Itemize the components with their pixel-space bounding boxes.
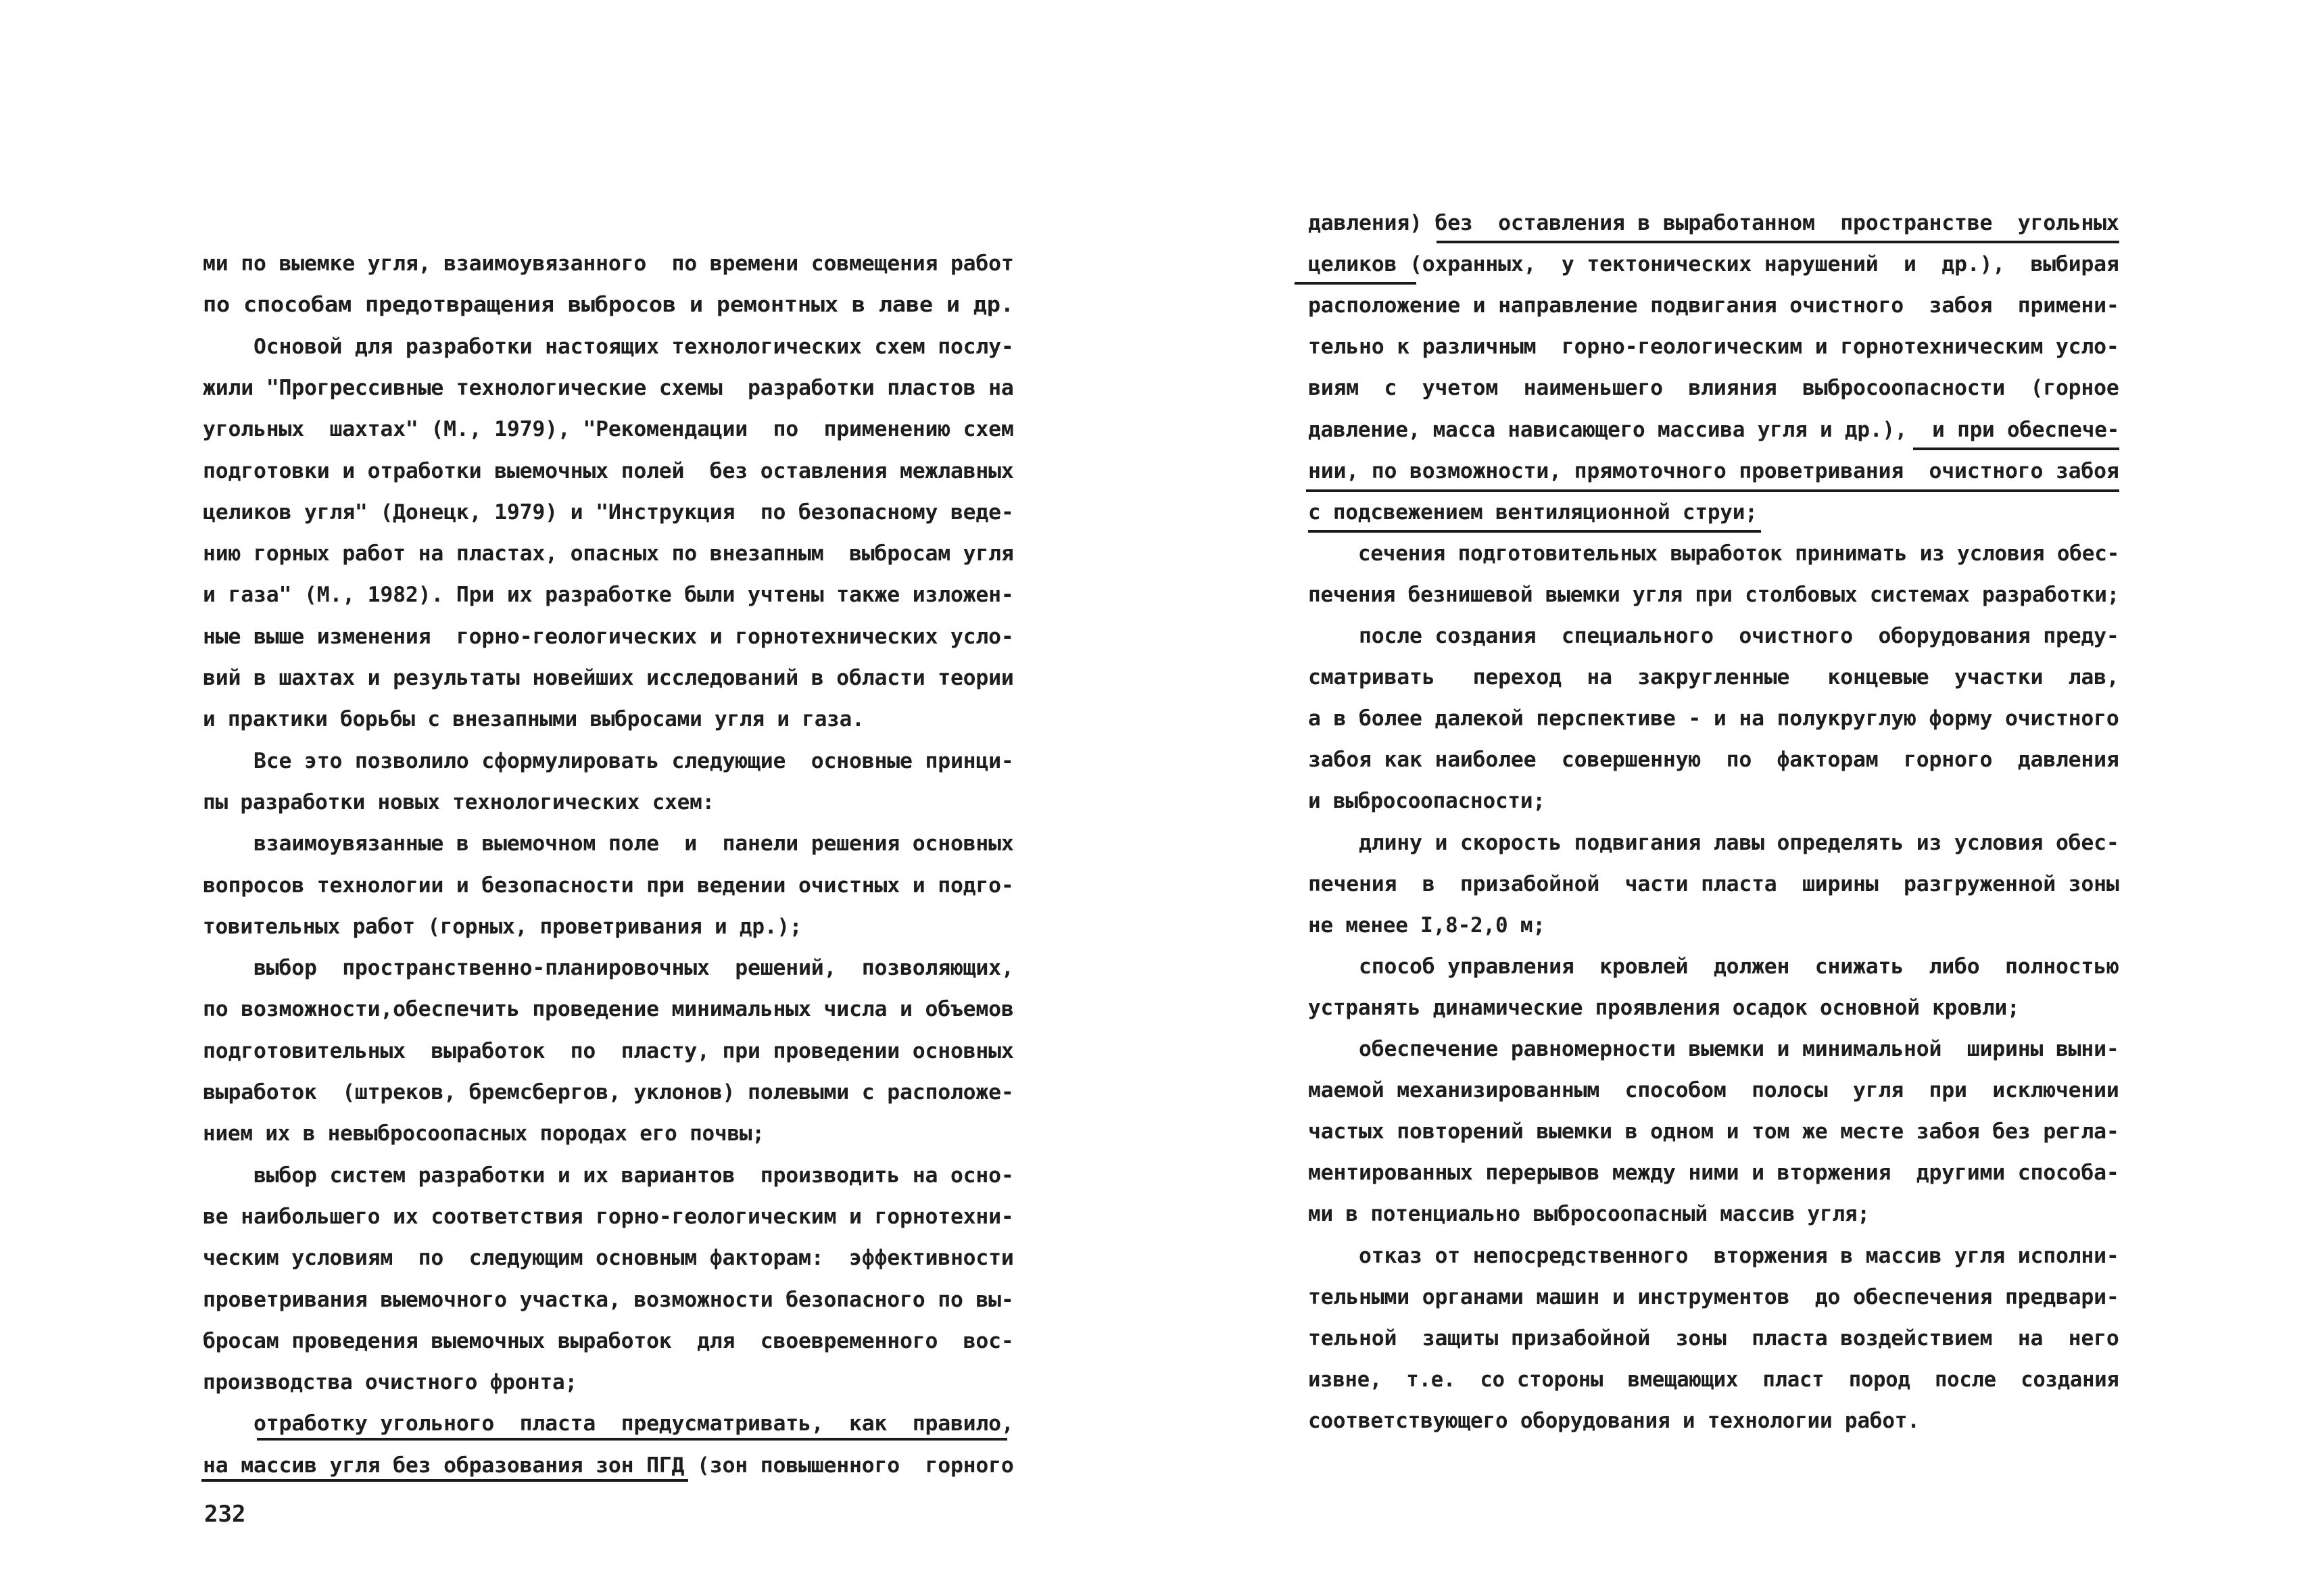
- text-line: ментированных перерывов между ними и вторжения другими способа-: [1308, 1161, 2119, 1186]
- text-line: и газа" (М., 1982). При их разработке были учтены также изложен-: [203, 583, 1014, 608]
- text-line: давление, масса нависающего массива угля и др.), и при обеспече-: [1308, 417, 2120, 442]
- text-line: вий в шахтах и результаты новейших исследований в области теории: [203, 666, 1014, 690]
- text-line: взаимоувязанные в выемочном поле и панели решения основных: [203, 831, 1014, 856]
- text-line: не менее I,8-2,0 м;: [1308, 913, 1545, 938]
- underline: [1913, 448, 2119, 450]
- text-line: проветривания выемочного участка, возможности безопасного по вы-: [203, 1287, 1014, 1312]
- underline: [1437, 241, 2119, 243]
- text-line: угольных шахтах" (М., 1979), "Рекомендации по применению схем: [203, 417, 1014, 442]
- text-line: отработку угольного пласта предусматривать, как правило,: [203, 1411, 1014, 1436]
- text-line: нии, по возможности, прямоточного проветривания очистного забоя: [1308, 458, 2119, 483]
- text-line: давления) без оставления в выработанном пространстве угольных: [1308, 211, 2119, 235]
- text-line: расположение и направление подвигания очистного забоя примени-: [1308, 293, 2119, 318]
- underline: [257, 1438, 1007, 1441]
- text-line: а в более далекой перспективе - и на полукруглую форму очистного: [1308, 706, 2119, 731]
- text-line: забоя как наиболее совершенную по факторам горного давления: [1308, 748, 2119, 773]
- text-line: выработок (штреков, бремсбергов, уклонов) полевыми с расположе-: [203, 1080, 1014, 1105]
- text-line: целиков (охранных, у тектонических нарушений и др.), выбирая: [1308, 252, 2119, 277]
- text-line: по способам предотвращения выбросов и ремонтных в лаве и др.: [203, 293, 1014, 318]
- text-line: печения безнишевой выемки угля при столбовых системах разработки;: [1308, 582, 2120, 607]
- text-line: ческим условиям по следующим основным факторам: эффективности: [203, 1246, 1014, 1271]
- text-line: производства очистного фронта;: [203, 1370, 577, 1395]
- underline: [1295, 282, 1416, 285]
- text-line: нию горных работ на пластах, опасных по внезапным выбросам угля: [203, 541, 1014, 566]
- text-line: бросам проведения выемочных выработок для своевременного вос-: [203, 1328, 1014, 1353]
- text-line: способ управления кровлей должен снижать либо полностью: [1308, 954, 2119, 979]
- text-line: ми по выемке угля, взаимоувязанного по времени совмещения работ: [203, 251, 1014, 276]
- text-line: целиков угля" (Донецк, 1979) и "Инструкция по безопасному веде-: [203, 500, 1014, 525]
- underline: [201, 1479, 688, 1482]
- text-line: ные выше изменения горно-геологических и горнотехнических усло-: [203, 624, 1014, 649]
- text-line: маемой механизированным способом полосы угля при исключении: [1308, 1078, 2119, 1103]
- text-line: ве наибольшего их соответствия горно-геологическим и горнотехни-: [203, 1204, 1014, 1229]
- text-line: Все это позволило сформулировать следующие основные принци-: [203, 748, 1014, 773]
- text-line: выбор пространственно-планировочных решений, позволяющих,: [203, 956, 1014, 981]
- text-line: печения в призабойной части пласта ширины разгруженной зоны: [1308, 871, 2119, 896]
- text-line: обеспечение равномерности выемки и минимальной ширины выни-: [1308, 1037, 2119, 1061]
- text-line: подготовительных выработок по пласту, при проведении основных: [203, 1038, 1014, 1063]
- text-line: вопросов технологии и безопасности при ведении очистных и подго-: [203, 873, 1014, 898]
- underline: [1306, 489, 2119, 492]
- text-line: жили "Прогрессивные технологические схемы разработки пластов на: [203, 375, 1014, 400]
- text-line: сматривать переход на закругленные концевые участки лав,: [1308, 665, 2119, 690]
- text-line: длину и скорость подвигания лавы определять из условия обес-: [1308, 830, 2119, 855]
- text-line: устранять динамические проявления осадок основной кровли;: [1308, 995, 2020, 1020]
- underline: [1308, 530, 1761, 533]
- text-line: подготовки и отработки выемочных полей без оставления межлавных: [203, 458, 1014, 483]
- text-line: с подсвежением вентиляционной струи;: [1308, 500, 1758, 525]
- text-line: виям с учетом наименьшего влияния выбросоопасности (горное: [1308, 376, 2119, 401]
- text-line: на массив угля без образования зон ПГД (зон повышенного горного: [203, 1453, 1014, 1478]
- text-line: отказ от непосредственного вторжения в массив угля исполни-: [1308, 1243, 2119, 1268]
- text-line: тельными органами машин и инструментов до обеспечения предвари-: [1308, 1284, 2119, 1309]
- text-line: выбор систем разработки и их вариантов производить на осно-: [203, 1163, 1014, 1188]
- text-line: пы разработки новых технологических схем:: [203, 790, 715, 815]
- text-line: ми в потенциально выбросоопасный массив угля;: [1308, 1202, 1870, 1227]
- text-line: частых повторений выемки в одном и том же месте забоя без регла-: [1308, 1119, 2119, 1144]
- text-line: после создания специального очистного оборудования преду-: [1308, 624, 2119, 648]
- text-line: тельной защиты призабойной зоны пласта воздействием на него: [1308, 1326, 2119, 1351]
- text-line: Основой для разработки настоящих технологических схем послу-: [203, 334, 1014, 359]
- text-line: и выбросоопасности;: [1308, 789, 1545, 814]
- text-line: соответствующего оборудования и технологии работ.: [1308, 1408, 1920, 1433]
- page-number: 232: [204, 1501, 246, 1528]
- text-line: извне, т.е. со стороны вмещающих пласт пород после создания: [1308, 1367, 2119, 1392]
- text-line: и практики борьбы с внезапными выбросами угля и газа.: [203, 707, 865, 732]
- text-line: товительных работ (горных, проветривания и др.);: [203, 914, 802, 939]
- text-line: нием их в невыбросоопасных породах его почвы;: [203, 1121, 765, 1146]
- text-line: сечения подготовительных выработок принимать из условия обес-: [1308, 541, 2120, 566]
- text-line: по возможности,обеспечить проведение минимальных числа и объемов: [203, 997, 1014, 1022]
- text-line: тельно к различным горно-геологическим и горнотехническим усло-: [1308, 335, 2119, 360]
